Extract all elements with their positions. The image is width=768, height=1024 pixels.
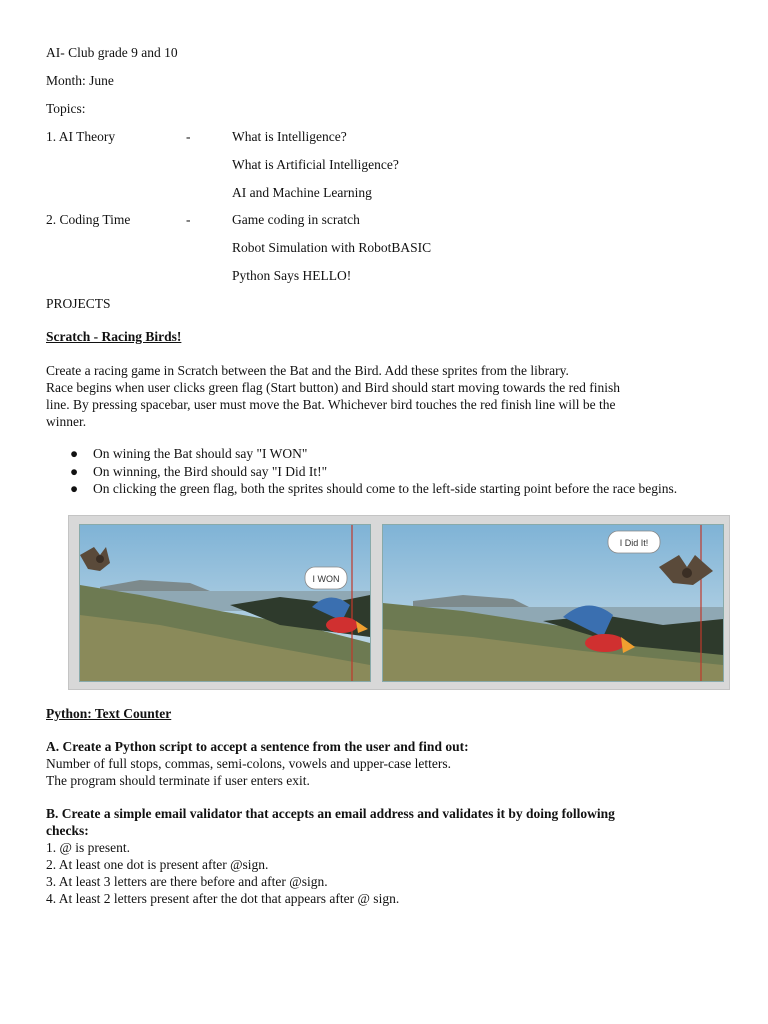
topics-label: Topics: (46, 101, 86, 116)
month-line: Month: June (46, 73, 114, 88)
python-task-b-line: 2. At least one dot is present after @sign. (46, 857, 269, 872)
scratch-description (46, 362, 726, 430)
python-task-b-line: 4. At least 2 letters present after the dot that appears after @ sign. (46, 891, 400, 906)
python-task-a-line: Number of full stops, commas, semi-colons, vowels and upper-case letters. (46, 756, 452, 771)
speech-bubble (608, 531, 660, 553)
list-item-text: On winning, the Bird should say "I Did It!" (93, 463, 328, 479)
python-task-a-heading: A. Create a Python script to accept a sentence from the user and find out: (46, 739, 469, 754)
projects-label: PROJECTS (46, 296, 111, 311)
bullet-icon: ● (70, 446, 79, 461)
club-title: AI- Club grade 9 and 10 (46, 45, 178, 60)
python-task-b-heading: B. Create a simple email validator that accepts an email address and validates it by doing following (46, 806, 615, 821)
scratch-requirements-list (46, 446, 726, 499)
topic-2-dash: - (186, 212, 191, 227)
python-task-b-line: 1. @ is present. (46, 840, 131, 855)
bullet-icon: ● (70, 463, 79, 479)
speech-bubble (305, 567, 347, 589)
list-item-text: On clicking the green flag, both the sprites should come to the left-side starting point before the race begins. (93, 481, 678, 496)
bullet-icon: ● (70, 481, 79, 496)
scratch-stage-right (382, 524, 724, 682)
python-task-a-line: The program should terminate if user enters exit. (46, 773, 310, 788)
bubble-text-right: I Did It! (619, 538, 649, 548)
topic-2-item: Robot Simulation with RobotBASIC (232, 240, 432, 255)
paragraph-line: winner. (46, 414, 87, 429)
topic-1-item: AI and Machine Learning (232, 185, 372, 200)
stage-scene-left (80, 525, 370, 681)
paragraph-line: line. By pressing spacebar, user must move the Bat. Whichever bird touches the red finish line will be the (46, 397, 616, 412)
bubble-text-left: I WON (312, 574, 340, 584)
list-item (46, 464, 726, 481)
topic-1-dash: - (186, 129, 191, 144)
python-heading: Python: Text Counter (46, 706, 172, 721)
stage-scene-right (383, 525, 723, 681)
list-item-text: On wining the Bat should say "I WON" (93, 446, 308, 461)
scratch-heading: Scratch - Racing Birds! (46, 329, 182, 344)
topic-1-item: What is Intelligence? (232, 129, 347, 144)
paragraph-line: Race begins when user clicks green flag (Start button) and Bird should start moving towards the red finish (46, 380, 620, 395)
topic-1-item: What is Artificial Intelligence? (232, 157, 399, 172)
topic-2-title: 2. Coding Time (46, 212, 131, 227)
topic-1-title: 1. AI Theory (46, 129, 116, 144)
python-task-b-line: 3. At least 3 letters are there before and after @sign. (46, 874, 328, 889)
topic-2-item: Python Says HELLO! (232, 268, 352, 283)
topic-2-item: Game coding in scratch (232, 212, 360, 227)
list-item (46, 446, 726, 463)
python-task-b-heading-cont: checks: (46, 823, 89, 838)
paragraph-line: Create a racing game in Scratch between the Bat and the Bird. Add these sprites from the library. (46, 363, 569, 378)
scratch-screenshots (68, 515, 730, 690)
scratch-stage-left (79, 524, 371, 682)
list-item (46, 481, 726, 498)
